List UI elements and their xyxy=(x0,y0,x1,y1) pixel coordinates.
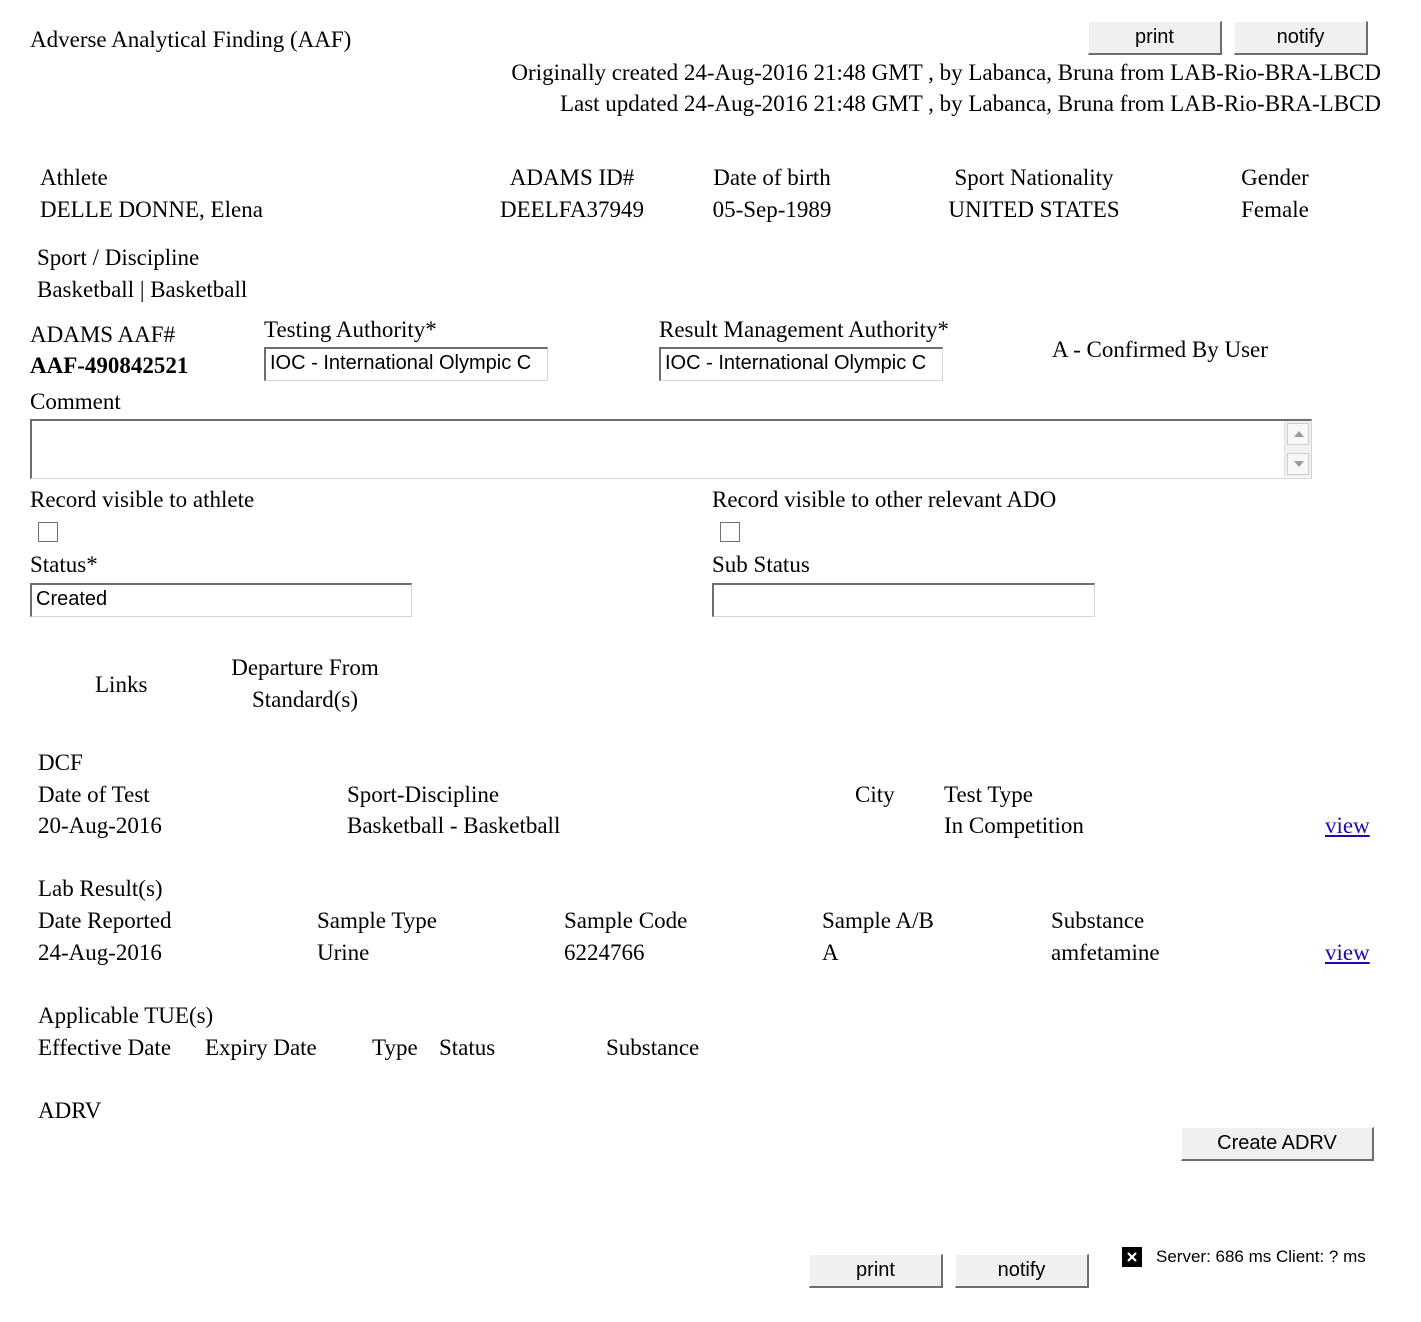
athlete-label: Athlete xyxy=(40,165,108,190)
lab-sample-ab-label: Sample A/B xyxy=(822,908,934,933)
footer-print-button[interactable]: print xyxy=(809,1254,943,1288)
lab-substance-value: amfetamine xyxy=(1051,940,1160,965)
dcf-date-label: Date of Test xyxy=(38,782,150,807)
lab-date-label: Date Reported xyxy=(38,908,172,933)
comment-textarea[interactable] xyxy=(30,419,1312,479)
scroll-down-icon[interactable] xyxy=(1287,453,1309,475)
dcf-date-value: 20-Aug-2016 xyxy=(38,813,162,838)
rma-field[interactable]: IOC - International Olympic C xyxy=(659,347,943,381)
updated-info: Last updated 24-Aug-2016 21:48 GMT , by Labanca, Bruna from LAB-Rio-BRA-LBCD xyxy=(559,91,1381,116)
tue-type-label: Type xyxy=(372,1035,418,1060)
gender-label: Gender xyxy=(1241,165,1309,190)
lab-view-link[interactable]: view xyxy=(1325,940,1370,965)
nationality-value: UNITED STATES xyxy=(948,197,1120,222)
page-title: Adverse Analytical Finding (AAF) xyxy=(30,27,352,52)
departure-label-line2: Standard(s) xyxy=(251,687,359,712)
adams-id-value: DEELFA37949 xyxy=(500,197,644,222)
tue-expiry-label: Expiry Date xyxy=(205,1035,317,1060)
lab-sample-code-label: Sample Code xyxy=(564,908,688,933)
substatus-field[interactable] xyxy=(712,583,1095,617)
notify-button[interactable]: notify xyxy=(1234,21,1368,55)
create-adrv-button[interactable]: Create ADRV xyxy=(1181,1127,1374,1161)
dcf-test-type-value: In Competition xyxy=(944,813,1084,838)
gender-value: Female xyxy=(1241,197,1309,222)
scroll-up-icon[interactable] xyxy=(1287,423,1309,445)
close-icon[interactable] xyxy=(1122,1247,1142,1267)
lab-sample-type-label: Sample Type xyxy=(317,908,437,933)
tue-status-label: Status xyxy=(439,1035,496,1060)
lab-sample-type-value: Urine xyxy=(317,940,370,965)
adams-id-label: ADAMS ID# xyxy=(509,165,635,190)
dcf-test-type-label: Test Type xyxy=(944,782,1033,807)
athlete-name: DELLE DONNE, Elena xyxy=(40,197,263,222)
dcf-sport-label: Sport-Discipline xyxy=(347,782,500,807)
adrv-section-title: ADRV xyxy=(38,1098,102,1123)
created-info: Originally created 24-Aug-2016 21:48 GMT , by Labanca, Bruna from LAB-Rio-BRA-LBCD xyxy=(511,60,1381,85)
visible-ado-checkbox[interactable] xyxy=(720,522,740,542)
links-label: Links xyxy=(95,672,148,697)
print-button[interactable]: print xyxy=(1088,21,1222,55)
lab-sample-ab-value: A xyxy=(822,940,839,965)
dcf-view-link[interactable]: view xyxy=(1325,813,1370,838)
footer-notify-button[interactable]: notify xyxy=(955,1254,1089,1288)
tue-substance-label: Substance xyxy=(606,1035,700,1060)
aaf-label: ADAMS AAF# xyxy=(30,322,176,347)
status-label: Status* xyxy=(30,552,98,577)
lab-substance-label: Substance xyxy=(1051,908,1145,933)
visible-athlete-label: Record visible to athlete xyxy=(30,487,255,512)
nationality-label: Sport Nationality xyxy=(954,165,1114,190)
rma-label: Result Management Authority* xyxy=(659,317,950,342)
departure-label-line1: Departure From xyxy=(231,655,379,680)
confirmation-status: A - Confirmed By User xyxy=(1052,337,1268,362)
comment-scrollbar[interactable] xyxy=(1284,421,1311,477)
dcf-section-title: DCF xyxy=(38,750,83,775)
sport-label: Sport / Discipline xyxy=(37,245,200,270)
dcf-sport-value: Basketball - Basketball xyxy=(347,813,561,838)
dob-value: 05-Sep-1989 xyxy=(712,197,832,222)
comment-label: Comment xyxy=(30,389,121,414)
visible-athlete-checkbox[interactable] xyxy=(38,522,58,542)
visible-ado-label: Record visible to other relevant ADO xyxy=(712,487,1057,512)
lab-sample-code-value: 6224766 xyxy=(564,940,645,965)
tue-effective-label: Effective Date xyxy=(38,1035,172,1060)
testing-authority-field[interactable]: IOC - International Olympic C xyxy=(264,347,548,381)
dob-label: Date of birth xyxy=(713,165,831,190)
lab-date-value: 24-Aug-2016 xyxy=(38,940,162,965)
timing-info: Server: 686 ms Client: ? ms xyxy=(1156,1247,1366,1266)
dcf-city-label: City xyxy=(855,782,895,807)
substatus-label: Sub Status xyxy=(712,552,810,577)
lab-section-title: Lab Result(s) xyxy=(38,876,163,901)
aaf-number: AAF-490842521 xyxy=(30,353,189,378)
tue-section-title: Applicable TUE(s) xyxy=(38,1003,214,1028)
sport-value: Basketball | Basketball xyxy=(37,277,248,302)
status-field[interactable]: Created xyxy=(30,583,412,617)
testing-authority-label: Testing Authority* xyxy=(264,317,437,342)
